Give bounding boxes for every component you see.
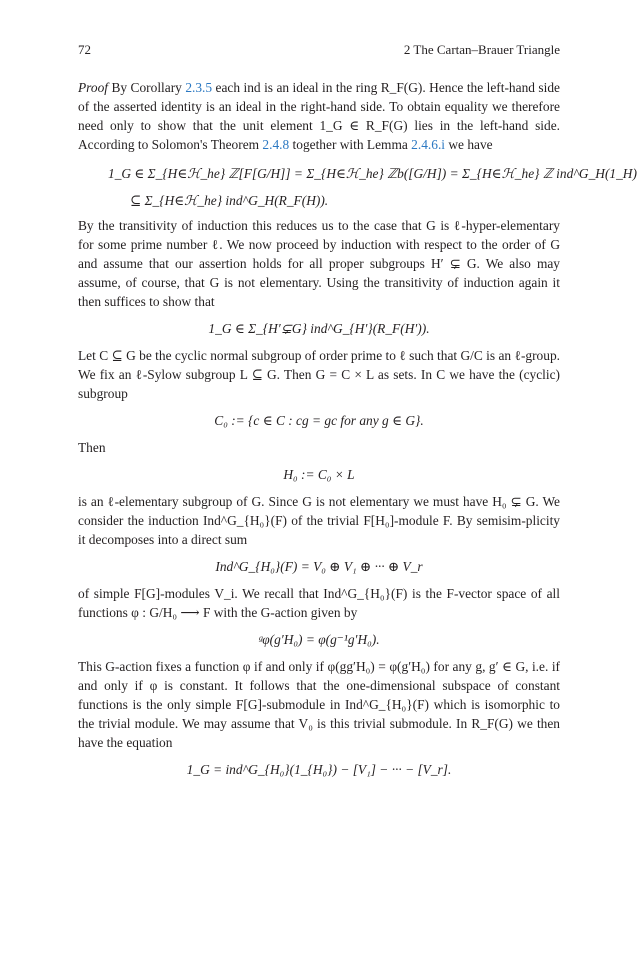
- paragraph-6: of simple F[G]-modules V_i. We recall that Ind^G_{H₀}(F) is the F-vector space of all functions φ : G/H₀ ⟶ F with the G-action given by: [78, 586, 560, 620]
- link-corollary[interactable]: 2.3.5: [185, 80, 213, 95]
- page-number: 72: [78, 42, 91, 57]
- link-lemma[interactable]: 2.4.6.i: [411, 137, 446, 152]
- running-title: 2 The Cartan–Brauer Triangle: [403, 42, 560, 57]
- paragraph-3: Let C ⊆ G be the cyclic normal subgroup of order prime to ℓ such that G/C is an ℓ-group. We fix an ℓ-Sylow subgroup L ⊆ G. Then G = C × L as sets. In C we have the (cyclic) subgroup: [78, 348, 560, 401]
- paragraph-7: This G-action fixes a function φ if and only if φ(gg′H₀) = φ(g′H₀) for any g, g′ ∈ G, i.e. if and only if φ is constant. It follows that the one-dimensional subspace of constant functions is the only simple F[G]-submodule in Ind^G_{H₀}(F) which is isomorphic to the trivial module. We may assume that V₀ is this trivial submodule. In R_F(G) we then have the equation: [78, 659, 560, 750]
- proof-body: [78, 78, 637, 787]
- display-eq-2: ⊆ Σ_{H∈ℋ_he} ind^G_H(R_F(H)).: [130, 193, 329, 208]
- display-eq-5: H₀ := C₀ × L: [283, 467, 355, 482]
- paragraph-5: is an ℓ-elementary subgroup of G. Since G is not elementary we must have H₀ ⊊ G. We consider the induction Ind^G_{H₀}(F) of the trivial F[H₀]-module F. By semisim-plicity it decomposes into a direct sum: [78, 494, 560, 547]
- display-eq-1: 1_G ∈ Σ_{H∈ℋ_he} ℤ[F[G/H]] = Σ_{H∈ℋ_he} ℤb([G/H]) = Σ_{H∈ℋ_he} ℤ ind^G_H(1_H): [108, 166, 637, 181]
- paragraph-1: Proof By Corollary 2.3.5 each ind is an ideal in the ring R_F(G). Hence the left-hand side of the asserted identity is an ideal in the right-hand side. To obtain equality we therefore need only to show that the unit element 1_G ∈ R_F(G) lies in the left-hand side. According to Solomon's Theorem 2.4.8 together with Lemma 2.4.6.i we have: [78, 80, 560, 152]
- running-header: [78, 42, 560, 58]
- display-eq-4: C₀ := {c ∈ C : cg = gc for any g ∈ G}.: [214, 413, 424, 428]
- proof-label: Proof: [78, 80, 109, 95]
- display-eq-3: 1_G ∈ Σ_{H′⊊G} ind^G_{H′}(R_F(H′)).: [208, 321, 430, 336]
- link-theorem[interactable]: 2.4.8: [262, 137, 290, 152]
- display-eq-8: 1_G = ind^G_{H₀}(1_{H₀}) − [V₁] − ··· − [V_r].: [186, 762, 452, 777]
- display-eq-6: Ind^G_{H₀}(F) = V₀ ⊕ V₁ ⊕ ··· ⊕ V_r: [215, 559, 423, 574]
- display-eq-7: ᵍφ(g′H₀) = φ(g⁻¹g′H₀).: [258, 632, 380, 647]
- paragraph-4: Then: [78, 440, 106, 455]
- paragraph-2: By the transitivity of induction this reduces us to the case that G is ℓ-hyper-elementary for some prime number ℓ. We now proceed by induction with respect to the order of G and assume that our assertion holds for all proper subgroups H′ ⊊ G. We also may assume, of course, that G is not elementary. Using the transitivity of induction again it then suffices to show that: [78, 218, 560, 309]
